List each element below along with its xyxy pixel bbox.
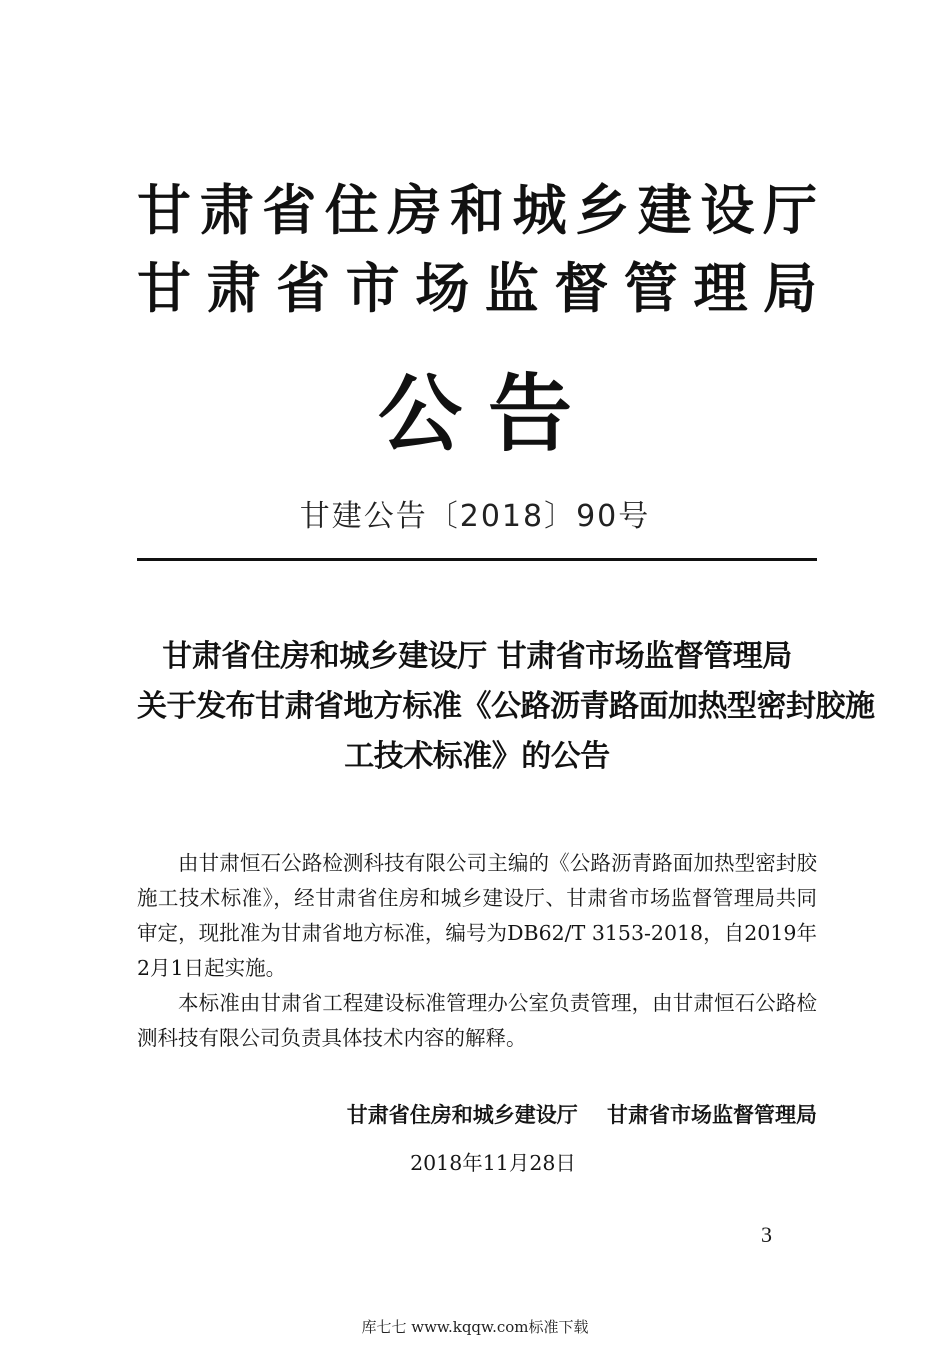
document-number: 甘建公告〔2018〕90号 — [299, 499, 651, 534]
issuer-name-1: 甘肃省住房和城乡建设厅 — [137, 179, 817, 242]
header-divider — [137, 558, 817, 561]
page-number: 3 — [761, 1222, 772, 1247]
body-paragraph-2: 本标准由甘肃省工程建设标准管理办公室负责管理，由甘肃恒石公路检测科技有限公司负责具体技术内容的解释。 — [137, 991, 817, 1050]
subject-line-3: 工技术标准》的公告 — [344, 739, 610, 774]
footer-watermark: 库七七 www.kqqw.com标准下载 — [361, 1318, 589, 1336]
issuer-name-2: 甘肃省市场监督管理局 — [137, 257, 817, 320]
subject-line-1: 甘肃省住房和城乡建设厅 甘肃省市场监督管理局 — [162, 639, 792, 674]
notice-subject — [137, 632, 875, 782]
subject-line-2: 关于发布甘肃省地方标准《公路沥青路面加热型密封胶施 — [137, 689, 875, 724]
notice-body — [137, 846, 817, 1056]
signing-authorities: 甘肃省住房和城乡建设厅 甘肃省市场监督管理局 — [346, 1103, 817, 1127]
notice-title: 公告 — [377, 365, 598, 463]
signing-date: 2018年11月28日 — [410, 1151, 576, 1175]
body-paragraph-1: 由甘肃恒石公路检测科技有限公司主编的《公路沥青路面加热型密封胶施工技术标准》，经甘肃省住房和城乡建设厅、甘肃省市场监督管理局共同审定，现批准为甘肃省地方标准，编号为DB62/T 3153-2018，自2019年2月1日起实施。 — [137, 851, 817, 980]
